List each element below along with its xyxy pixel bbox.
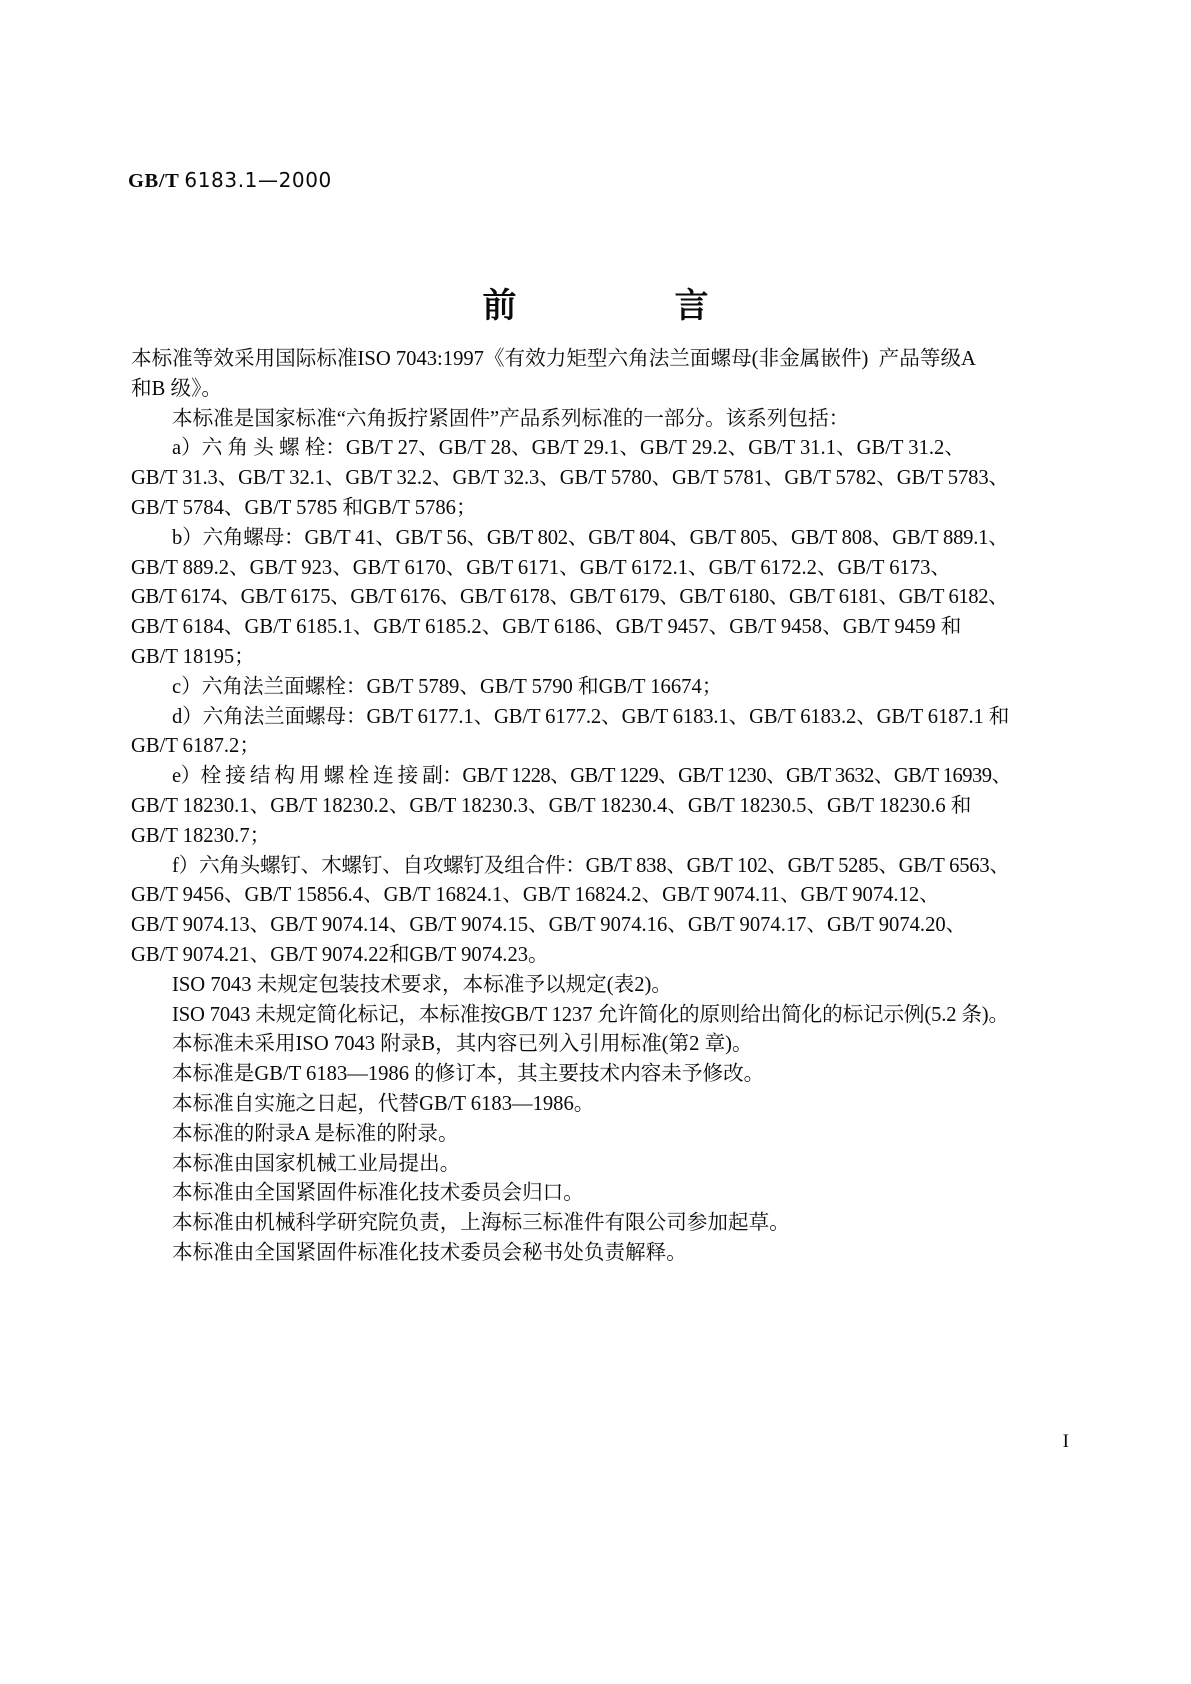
list-item-a-line-3: GB/T 5784、GB/T 5785 和GB/T 5786； [131,496,477,519]
closing-line-5: 本标准自实施之日起，代替GB/T 6183—1986。 [172,1092,595,1115]
closing-line-9: 本标准由机械科学研究院负责，上海标三标准件有限公司参加起草。 [172,1212,790,1235]
paragraph-adoption-line-2: 和B 级》。 [131,377,222,400]
paragraph-series-intro: 本标准是国家标准“六角扳拧紧固件”产品系列标准的一部分。该系列包括： [172,407,850,430]
foreword-body [131,345,1012,1269]
closing-line-1: ISO 7043 未规定包装技术要求，本标准予以规定(表2)。 [172,973,672,996]
closing-line-7: 本标准由国家机械工业局提出。 [172,1152,461,1175]
list-item-e-line-1: e）栓 接 结 构 用 螺 栓 连 接 副：GB/T 1228、GB/T 1229、GB/T 1230、GB/T 3632、GB/T 16939、 [172,765,1012,788]
list-item-f-line-1: f）六角头螺钉、木螺钉、自攻螺钉及组合件：GB/T 838、GB/T 102、GB/T 5285、GB/T 6563、 [172,854,1010,877]
list-item-b-line-5: GB/T 18195； [131,645,255,668]
closing-line-3: 本标准未采用ISO 7043 附录B，其内容已列入引用标准(第2 章)。 [172,1033,753,1056]
closing-line-10: 本标准由全国紧固件标准化技术委员会秘书处负责解释。 [172,1241,687,1264]
list-item-b-line-4: GB/T 6184、GB/T 6185.1、GB/T 6185.2、GB/T 6186、GB/T 9457、GB/T 9458、GB/T 9459 和 [131,616,962,639]
closing-line-2: ISO 7043 未规定简化标记，本标准按GB/T 1237 允许简化的原则给出简化的标记示例(5.2 条)。 [172,1003,1009,1026]
closing-line-6: 本标准的附录A 是标准的附录。 [172,1122,459,1145]
list-item-e-line-3: GB/T 18230.7； [131,824,271,847]
list-item-d-line-1: d）六角法兰面螺母：GB/T 6177.1、GB/T 6177.2、GB/T 6183.1、GB/T 6183.2、GB/T 6187.1 和 [172,705,1010,728]
list-item-d-line-2: GB/T 6187.2； [131,735,260,758]
list-item-f-line-2: GB/T 9456、GB/T 15856.4、GB/T 16824.1、GB/T 16824.2、GB/T 9074.11、GB/T 9074.12、 [131,884,940,907]
list-item-b-line-3: GB/T 6174、GB/T 6175、GB/T 6176、GB/T 6178、GB/T 6179、GB/T 6180、GB/T 6181、GB/T 6182、 [131,586,1009,609]
list-item-a-line-1: a）六 角 头 螺 栓：GB/T 27、GB/T 28、GB/T 29.1、GB/T 29.2、GB/T 31.1、GB/T 31.2、 [172,437,965,460]
list-item-a-line-2: GB/T 31.3、GB/T 32.1、GB/T 32.2、GB/T 32.3、GB/T 5780、GB/T 5781、GB/T 5782、GB/T 5783、 [131,467,1010,490]
page-title: 前 言 [482,286,739,326]
list-item-c-line-1: c）六角法兰面螺栓：GB/T 5789、GB/T 5790 和GB/T 16674； [172,675,723,698]
page-number: I [1062,1431,1069,1452]
list-item-b-line-1: b）六角螺母：GB/T 41、GB/T 56、GB/T 802、GB/T 804、GB/T 805、GB/T 808、GB/T 889.1、 [172,526,1009,549]
paragraph-adoption-line-1: 本标准等效采用国际标准ISO 7043:1997《有效力矩型六角法兰面螺母(非金属嵌件) 产品等级A [131,348,976,370]
list-item-e-line-2: GB/T 18230.1、GB/T 18230.2、GB/T 18230.3、GB/T 18230.4、GB/T 18230.5、GB/T 18230.6 和 [131,794,972,817]
closing-line-4: 本标准是GB/T 6183—1986 的修订本，其主要技术内容未予修改。 [172,1063,765,1086]
list-item-f-line-3: GB/T 9074.13、GB/T 9074.14、GB/T 9074.15、GB/T 9074.16、GB/T 9074.17、GB/T 9074.20、 [131,914,967,937]
standard-prefix: GB/T [128,170,180,192]
standard-number: 6183.1—2000 [184,168,332,192]
running-header [128,168,332,193]
list-item-f-line-4: GB/T 9074.21、GB/T 9074.22和GB/T 9074.23。 [131,943,549,966]
closing-line-8: 本标准由全国紧固件标准化技术委员会归口。 [172,1182,584,1205]
list-item-b-line-2: GB/T 889.2、GB/T 923、GB/T 6170、GB/T 6171、GB/T 6172.1、GB/T 6172.2、GB/T 6173、 [131,556,952,579]
